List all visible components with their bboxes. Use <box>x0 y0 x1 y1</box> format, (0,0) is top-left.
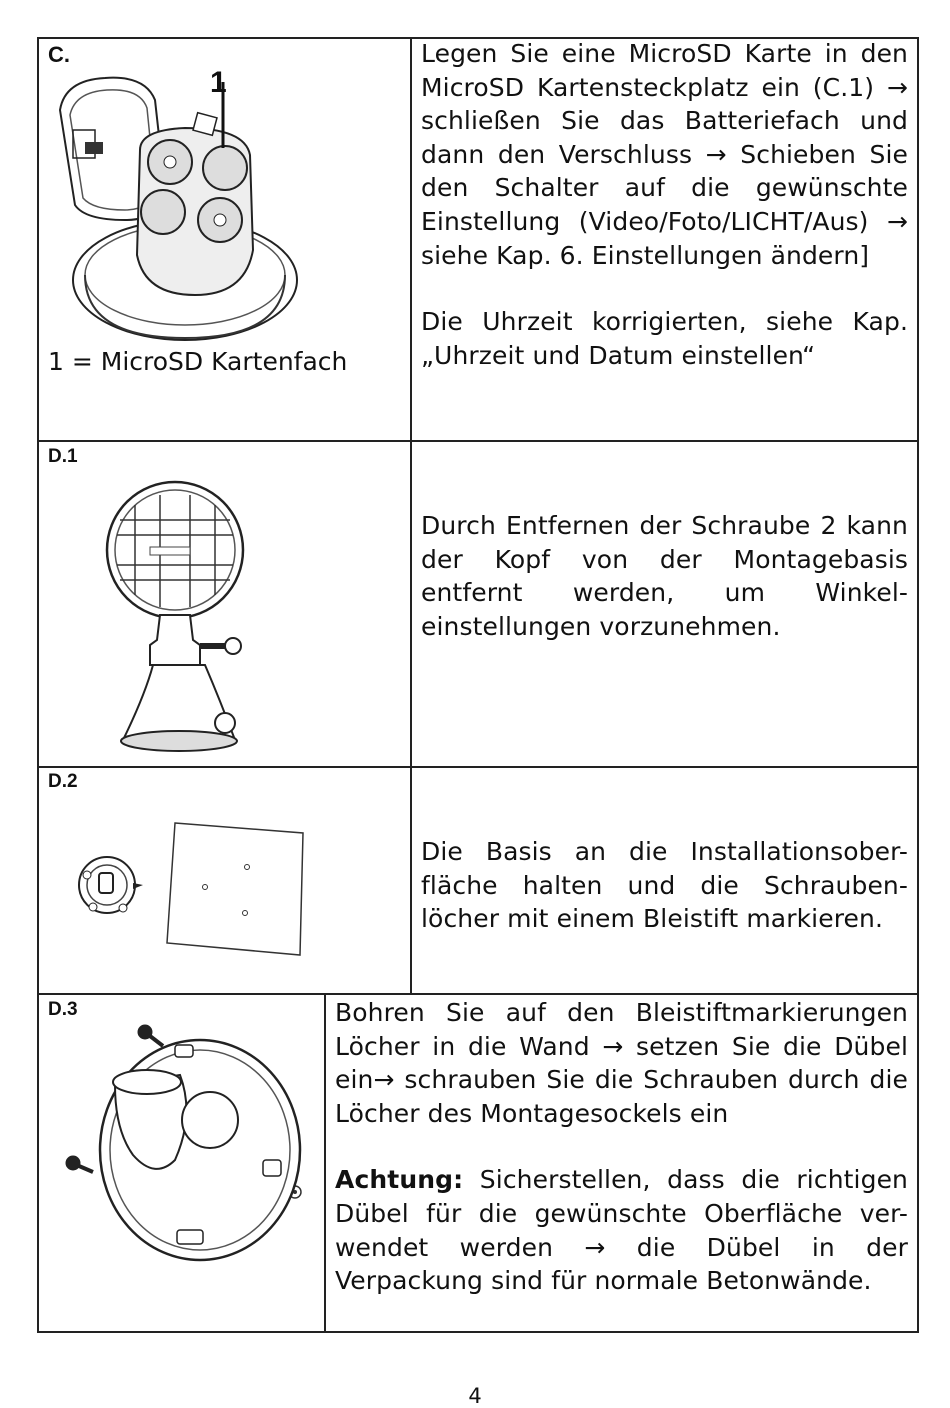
microsd-caption: 1 = MicroSD Kartenfach <box>48 347 348 376</box>
section-label-c: C. <box>48 42 70 67</box>
warning-label: Achtung: <box>335 1165 464 1195</box>
section-d3-warning <box>335 1163 908 1297</box>
section-d2-text <box>421 835 908 936</box>
row-divider <box>37 993 918 995</box>
section-d3-paragraph: Bohren Sie auf den Bleistiftmarkierungen Löcher in die Wand → setzen Sie die Dübel ein→ schrauben Sie die Schrauben durch die Löcher des Montagesockels ein <box>335 998 908 1128</box>
callout-number-1: 1 <box>210 66 227 99</box>
table-border-left <box>37 37 39 1333</box>
table-border-right <box>917 37 919 1333</box>
column-divider <box>410 37 412 994</box>
section-d1-paragraph: Durch Entfernen der Schraube 2 kann der Kopf von der Montagebasis entfernt werden, um Winkel-einstellungen vorzunehmen. <box>421 511 908 641</box>
section-c-text <box>421 37 908 372</box>
mounting-base-screws-illustration <box>45 1020 315 1280</box>
section-d2-paragraph: Die Basis an die Installationsober-fläche halten und die Schrauben-löcher mit einem Bleistift markieren. <box>421 837 908 934</box>
row-divider <box>37 766 918 768</box>
section-c-paragraph-2: Die Uhrzeit korrigierten, siehe Kap. „Uhrzeit und Datum einstellen“ <box>421 307 908 370</box>
section-label-d2: D.2 <box>48 771 78 792</box>
base-on-wall-illustration <box>75 815 335 965</box>
section-label-d3: D.3 <box>48 999 78 1020</box>
section-d3-text <box>335 996 908 1298</box>
row-divider <box>37 440 918 442</box>
table-border-bottom <box>37 1331 918 1333</box>
section-label-d1: D.1 <box>48 446 78 467</box>
battery-compartment-illustration <box>45 70 305 350</box>
page-number: 4 <box>468 1384 482 1408</box>
warning-text: Sicherstellen, dass die richtigen Dübel für die gewünschte Oberfläche ver-wendet werden → die Dübel in der Verpackung sind für normale Betonwände. <box>335 1165 908 1296</box>
camera-head-illustration <box>105 465 265 765</box>
section-c-paragraph-1: Legen Sie eine MicroSD Karte in den MicroSD Kartensteckplatz ein (C.1) → schließen Sie das Batteriefach und dann den Verschluss → Schieben Sie den Schalter auf die gewünschte Einstellung (Video/Foto/LICHT/Aus) → siehe Kap. 6. Einstellungen ändern] <box>421 39 908 270</box>
section-d1-text <box>421 509 908 643</box>
column-divider <box>324 993 326 1332</box>
